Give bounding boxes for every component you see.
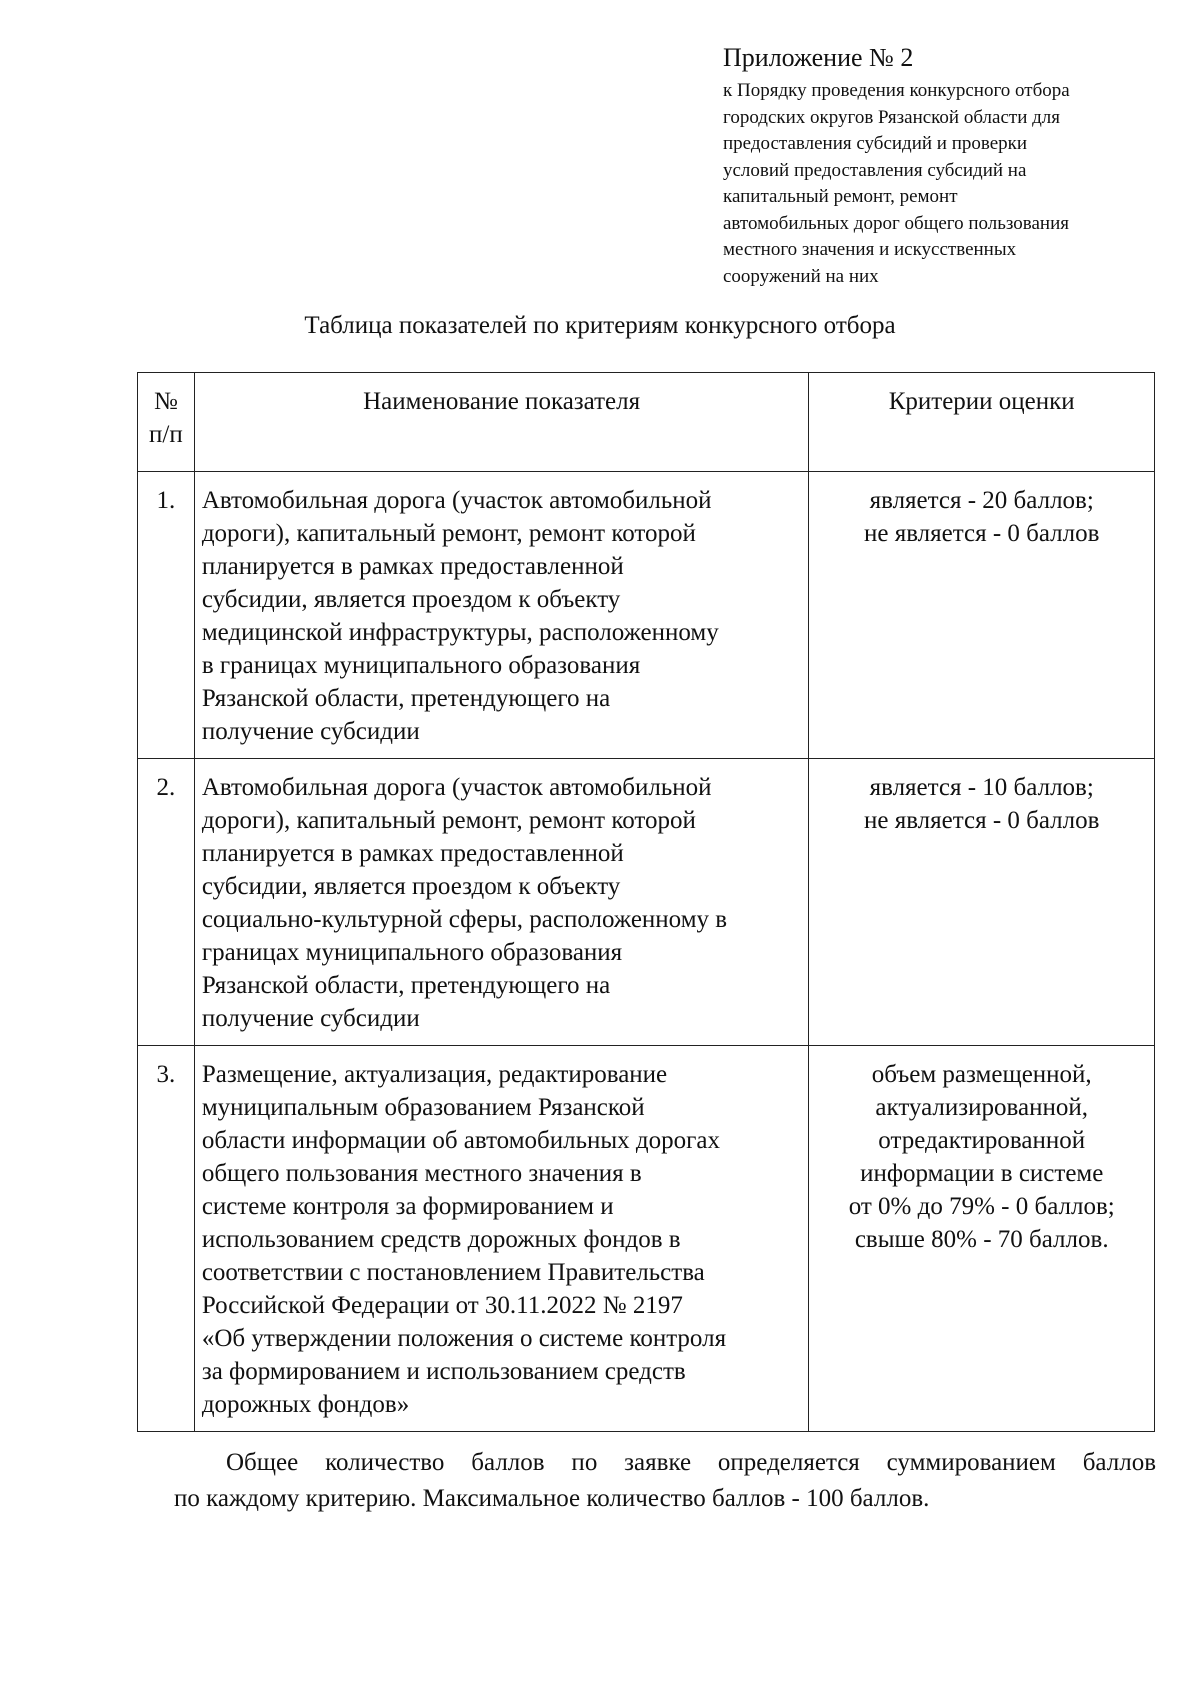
header-number: [138, 373, 195, 472]
header-indicator-name: [194, 373, 809, 472]
name-line: области информации об автомобильных дорогах: [201, 1127, 721, 1154]
name-line: Автомобильная дорога (участок автомобильной: [201, 487, 712, 514]
row-number-text: 2.: [156, 774, 176, 801]
appendix-line: условий предоставления субсидий на: [723, 159, 1027, 181]
row-criteria: [809, 759, 1155, 1046]
name-line: использованием средств дорожных фондов в: [201, 1226, 681, 1253]
appendix-block: [723, 42, 1163, 290]
header-criteria: [809, 373, 1155, 472]
name-line: получение субсидии: [201, 1005, 420, 1032]
name-line: муниципальным образованием Рязанской: [201, 1094, 645, 1121]
name-line: системе контроля за формированием и: [201, 1193, 614, 1220]
row-criteria: [809, 472, 1155, 759]
row-indicator-name: [194, 1046, 809, 1432]
footer-line: Общее количество баллов по заявке определяется суммированием баллов: [226, 1449, 1156, 1476]
appendix-line: предоставления субсидий и проверки: [723, 133, 1028, 154]
table-header-row: [138, 373, 1155, 472]
name-line: границах муниципального образования: [201, 939, 623, 966]
name-line: субсидии, является проездом к объекту: [201, 586, 621, 613]
row-number: [138, 759, 195, 1046]
criteria-table: [137, 372, 1155, 1432]
name-line: дорожных фондов»: [201, 1391, 410, 1418]
footer-line: по каждому критерию. Максимальное количество баллов - 100 баллов.: [174, 1485, 930, 1512]
row-number-text: 3.: [156, 1061, 176, 1088]
appendix-line: городских округов Рязанской области для: [723, 106, 1060, 128]
name-line: планируется в рамках предоставленной: [201, 840, 624, 867]
criteria-line: информации в системе: [860, 1160, 1104, 1187]
footer-paragraph: [174, 1445, 1156, 1517]
row-number: [138, 472, 195, 759]
name-line: в границах муниципального образования: [201, 652, 641, 679]
name-line: соответствии с постановлением Правительства: [201, 1259, 705, 1286]
name-line: дороги), капитальный ремонт, ремонт которой: [201, 807, 696, 834]
row-indicator-name: [194, 472, 809, 759]
row-criteria: [809, 1046, 1155, 1432]
criteria-line: не является - 0 баллов: [863, 807, 1100, 834]
header-criteria-text: Критерии оценки: [888, 388, 1075, 415]
header-indicator-name-text: Наименование показателя: [363, 388, 641, 415]
criteria-line: не является - 0 баллов: [863, 520, 1100, 547]
appendix-line: местного значения и искусственных: [723, 239, 1017, 260]
row-indicator-name: [194, 759, 809, 1046]
appendix-line: капитальный ремонт, ремонт: [723, 186, 958, 207]
table-row: [138, 759, 1155, 1046]
name-line: общего пользования местного значения в: [201, 1160, 642, 1187]
appendix-line: сооружений на них: [723, 265, 879, 287]
name-line: Размещение, актуализация, редактирование: [201, 1061, 668, 1088]
row-number-text: 1.: [156, 487, 176, 514]
criteria-line: актуализированной,: [875, 1094, 1088, 1121]
table-title: Таблица показателей по критериям конкурсного отбора: [304, 312, 896, 339]
name-line: дороги), капитальный ремонт, ремонт которой: [201, 520, 696, 547]
name-line: Рязанской области, претендующего на: [201, 685, 611, 712]
criteria-line: является - 20 баллов;: [869, 487, 1094, 514]
table-row: [138, 472, 1155, 759]
appendix-line: автомобильных дорог общего пользования: [723, 212, 1070, 234]
name-line: получение субсидии: [201, 718, 420, 745]
criteria-line: отредактированной: [878, 1127, 1086, 1154]
name-line: «Об утверждении положения о системе контроля: [201, 1325, 727, 1352]
name-line: за формированием и использованием средств: [201, 1358, 686, 1385]
header-number-line2: п/п: [149, 421, 183, 448]
criteria-line: свыше 80% - 70 баллов.: [854, 1226, 1109, 1253]
row-number: [138, 1046, 195, 1432]
criteria-line: объем размещенной,: [871, 1061, 1092, 1088]
name-line: медицинской инфраструктуры, расположенному: [201, 619, 719, 646]
criteria-line: является - 10 баллов;: [869, 774, 1094, 801]
name-line: социально-культурной сферы, расположенному в: [201, 906, 728, 933]
table-row: [138, 1046, 1155, 1432]
criteria-line: от 0% до 79% - 0 баллов;: [848, 1193, 1115, 1220]
name-line: Автомобильная дорога (участок автомобильной: [201, 774, 712, 801]
appendix-line: к Порядку проведения конкурсного отбора: [723, 80, 1070, 101]
name-line: субсидии, является проездом к объекту: [201, 873, 621, 900]
appendix-title: Приложение № 2: [723, 43, 914, 72]
name-line: Рязанской области, претендующего на: [201, 972, 611, 999]
header-number-line1: №: [153, 388, 178, 415]
name-line: планируется в рамках предоставленной: [201, 553, 624, 580]
name-line: Российской Федерации от 30.11.2022 № 2197: [201, 1292, 683, 1319]
